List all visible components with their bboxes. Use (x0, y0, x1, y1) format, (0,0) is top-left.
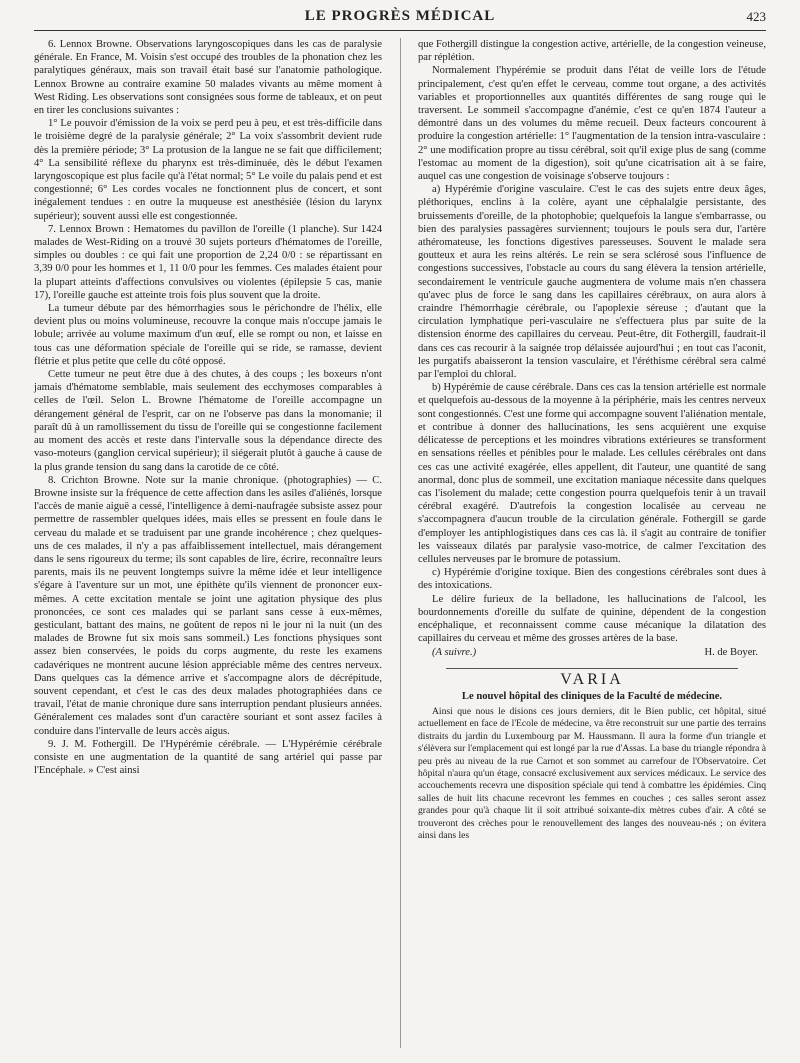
paragraph: b) Hypérémie de cause cérébrale. Dans ces cas la tension artérielle est normale et quelquefois au-dessous de la moyenne à la périphérie, mais les centres nerveux sont congestionnés. C'est une forme qui accompagne souvent l'aliénation mentale, et contribue à donner des hallucinations, les sens acquièrent une exquise délicatesse de perceptions et les moindres vibrations extérieures se transforment en sensations réelles et pénibles pour le malade. Les cellules cérébrales ont dans ces cas une activité exagérée, elles appellent, dit l'auteur, une quantité de sang anormal, donc plus de sommeil, une excitation maniaque nécessite dans quelques cas l'isolement du malade; cette congestion pourra quelquefois tenir à un travail cérébral exagéré. D'autrefois la congestion localisée au cerveau ne s'accompagnera d'aucun trouble de la circulation générale. Fothergill se garde d'employer les antiphlogistiques dans ces cas là. il s'agit au contraire de tonifier les vaisseaux dilatés par paralysie vaso-motrice, de calmer l'excitation des cellules nerveuses par le bromure de potassium. (418, 382, 766, 565)
paragraph: La tumeur débute par des hémorrhagies sous le périchondre de l'hélix, elle devient plus ou moins volumineuse, recouvre la conque mais n'occupe jamais le lobule; arrivée au volume maximum d'un œuf, elle se rompt ou non, et laisse en tous cas une déformation spéciale de l'oreille qui se ride, se ramasse, devient flétrie et plus petite que celle du côté opposé. (34, 303, 382, 367)
paragraph: a) Hypérémie d'origine vasculaire. C'est le cas des sujets entre deux âges, pléthoriques, enclins à la colère, ayant une céphalalgie persistante, des bruissements d'oreille, de la photophobie; quelquefois la langue s'embarrasse, ou bien des paralysies passagères surviennent; toujours le pouls sera dur, l'artère athéromateuse, les fonctions digestives paresseuses. Souvent le malade sera goutteux et aura les reins altérés. Le rein se sera sclérosé sous l'influence de congestions successives, l'obstacle au cours du sang élèvera la tension artérielle, secondairement le ventricule gauche augmentera de volume mais n'en chassera qu'avec plus de force le sang dans les capillaires cérébraux, on aura alors à craindre l'hémorrhagie cérébrale, ou l'apoplexie séreuse ; d'autant que la circulation lymphatique peri-vasculaire ne s'effectuera plus par suite de la distension énorme des capillaires du cerveau. Peut-être, dit Fothergill, faudrait-il dans ces cas recourir à la saignée trop délaissée aujourd'hui ; en tout cas l'aconit, les purgatifs abaisseront la tension vasculaire, et l'éréthisme cérébral sera calmé par l'emploi du chloral. (418, 184, 766, 381)
paragraph: 6. Lennox Browne. Observations laryngoscopiques dans les cas de paralysie générale. En France, M. Voisin s'est occupé des troubles de la phonation chez les paralytiques généraux, mais son travail était basé sur l'anatomie pathologique. Lennox Browne au contraire examine 50 malades vivants au même moment à West Riding. Les observations sont consignées sous forme de tableaux, et on peut en tirer les conclusions suivantes : (34, 39, 382, 117)
left-column (34, 38, 382, 777)
to-be-continued: (A suivre.) (432, 647, 477, 659)
varia-paragraph: Ainsi que nous le disions ces jours derniers, dit le Bien public, cet hôpital, situé actuellement en face de l'Ecole de médecine, va être reconstruit sur une partie des terrains distraits du jardin du Luxembourg par M. Haussmann. Il aura la forme d'un triangle et s'élèvera sur l'emplacement qui est longé par la rue d'Assas. La base du triangle répondra à peu près au niveau de la rue Carnot et son sommet au carrefour de l'Observatoire. Cet hôpital n'aura qu'un étage, consacré exclusivement aux services médicaux. Le service des accouchements recevra une disposition spéciale qui tend à combattre les épidémies. Cinq salles de huit lits chacune recevront les femmes en couches ; ces salles seront assez grandes pour qu'à chaque lit il soit attribué soixante-dix mètres cubes d'air. A côté se trouveront des crèches pour le renouvellement des langes des nouveau-nés ; on évitera ainsi dans les (418, 705, 766, 842)
article-signoff (418, 646, 766, 659)
paragraph: 9. J. M. Fothergill. De l'Hypérémie cérébrale. — L'Hypérémie cérébrale consiste en une augmentation de la quantité de sang artériel qui passe par l'Encéphale. » C'est ainsi (34, 738, 382, 777)
paragraph: Le délire furieux de la belladone, les hallucinations de l'alcool, les bourdonnements d'oreille du sulfate de quinine, dépendent de la congestion encéphalique, et reconnaissent comme cause mécanique la dilatation des capillaires du cerveau et même des grosses artères de la base. (418, 593, 766, 645)
paragraph: que Fothergill distingue la congestion active, artérielle, de la congestion veineuse, par réplétion. (418, 39, 766, 64)
varia-heading: VARIA (560, 670, 624, 688)
section-rule (446, 668, 738, 669)
paragraph: 7. Lennox Brown : Hematomes du pavillon de l'oreille (1 planche). Sur 1424 malades de West-Riding on a trouvé 30 sujets porteurs d'hématomes de l'oreille, simples ou doubles : ce qui fait une proportion de 2,24 0/0 : se répartissant en 3,39 0/0 pour les hommes et 1, 11 0/0 pour les femmes. Ces malades étaient pour la plupart atteints d'affections convulsives ou violentes (épilepsie 5 cas, manie 17), l'oreille gauche est atteinte trois fois plus souvent que la droite. (34, 223, 382, 301)
right-column (418, 38, 766, 842)
paragraph: 1° Le pouvoir d'émission de la voix se perd peu à peu, et est très-difficile dans le troisième degré de la paralysie générale; 2° La voix s'assombrit devient rude dès la première période; 3° La protusion de la langue ne se fait que difficilement; 4° La sensibilité réflexe du pharynx est très-diminuée, dès le début l'examen laryngoscopique est plus facile qu'à l'état normal; 5° Le voile du palais pend et est congestionné; 6° Les cordes vocales ne fonctionnent plus de concert, et sont inégalement tendues : en outre la muqueuse est anesthésiée (lésion du larynx supérieur); souvent aussi elle est congestionnée. (34, 118, 382, 222)
journal-title: LE PROGRÈS MÉDICAL (304, 8, 496, 24)
paragraph: Normalement l'hypérémie se produit dans l'état de veille lors de l'étude principalement, c'est qu'en effet le cerveau, comme tout organe, a des activités variables et proportionnelles aux quantités différentes de sang rouge qui le traversent. Le sommeil s'accompagne d'anémie, c'est ce qu'en 1874 l'auteur a démontré dans un des volumes du même recueil. Deux facteurs concourent à produire la congestion artérielle: 1° l'augmentation de la tension intra-vasculaire : 2° une modification propre au tissu cérébral, soit qu'il exige plus de sang (comme l'estomac au moment de la digestion), soit qu'une cicatrisation ait à se faire, auquel cas une congestion de voisinage s'observe toujours : (418, 65, 766, 183)
paragraph: 8. Crichton Browne. Note sur la manie chronique. (photographies) — C. Browne insiste sur la fréquence de cette affection dans les asiles d'aliénés, lorsque l'accès de manie aiguë a cessé, l'intelligence à demi-naufragée subsiste assez pour permettre de rassembler quelques idées, mais elles se pressent en foule dans le cerveau du malade et se traduisent par une grande incohérence ; chez quelques-uns de ces malades, il n'y a pas affaiblissement intellectuel, mais dérangement dans le sens rigoureux du terme; ils sont capables de lire, écrire, reconnaître leurs parents, mais ils ne peuvent longtemps suivre la même idée et leur intelligence s'égare à l'aventure sur un mot, une épithète qu'ils viennent de prononcer eux-mêmes. A cette excitation mentale se joint une agitation physique des plus prononcées, ce sont ces malades qui se parlant sans cesse à eux-mêmes, gesticulant, battant des mains, ne goûtent de repos ni le jour ni la nuit (un des malades de Browne fut six mois sans sommeil.) Les fonctions physiques sont assez bien conservées, le poids du corps augmente, du reste les examens cadavériques ne montrent aucune lésion appréciable même des centres nerveux. Dans quelques cas la démence arrive et s'accompagne alors de décrépitude, souvent cependant, et c'est le cas des deux malades photographiées dans ce travail, l'état de manie chronique dure sans interruption pendant plusieurs années. Généralement ces malades sont d'un caractère souriant et sont assez faciles à conduire dans l'intervalle de leurs accès aigus. (34, 474, 382, 737)
varia-subheading: Le nouvel hôpital des cliniques de la Faculté de médecine. (461, 690, 723, 702)
column-divider (400, 38, 401, 1048)
paragraph: Cette tumeur ne peut être due à des chutes, à des coups ; les boxeurs n'ont jamais d'hématome semblable, mais seulement des ecchymoses comparables à celles de l'œil. Selon L. Browne l'hématome de l'oreille accompagne un dérangement général de l'esprit, car on ne l'observe pas dans la monomanie; il paraît dû à un ramollissement du tissu de l'oreille qui se congestionne facilement au moment des accès et reste dans l'intervalle sous la dépendance directe des vaso-moteurs (ganglion cervical supérieur); il siégerait plutôt à gauche à cause de la plus grande tension du sang dans la carotide de ce côté. (34, 369, 382, 473)
author-signature: H. de Boyer. (704, 647, 758, 659)
paragraph: c) Hypérémie d'origine toxique. Bien des congestions cérébrales sont dues à des intoxications. (418, 567, 766, 592)
page-header (34, 8, 766, 31)
page-number: 423 (746, 9, 766, 24)
